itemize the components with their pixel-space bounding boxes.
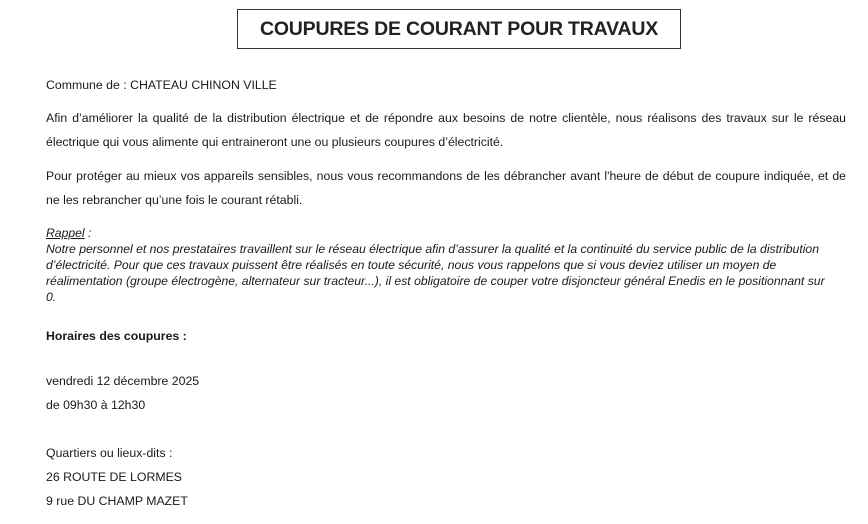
rappel-block xyxy=(46,225,836,305)
location-item: 9 rue DU CHAMP MAZET xyxy=(46,494,188,508)
recommendation-paragraph: Pour protéger au mieux vos appareils sensibles, nous vous recommandons de les débrancher avant l'heure de début de coupure indiquée, et de ne les rebrancher qu’une fois le courant rétabli. xyxy=(46,169,846,207)
title-box xyxy=(237,9,681,49)
commune-line: Commune de : CHATEAU CHINON VILLE xyxy=(46,78,277,92)
rappel-heading xyxy=(46,225,836,241)
rappel-colon: : xyxy=(84,226,92,240)
outage-date: vendredi 12 décembre 2025 xyxy=(46,374,200,388)
rappel-text: Notre personnel et nos prestataires travaillent sur le réseau électrique afin d’assurer la qualité et la continuité du service public de la distribution d’électricité. Pour que ces travaux puissent être réalisés en toute sécurité, nous vous rappelons que si vous deviez utiliser un moyen de réalimentation (groupe électrogène, alternateur sur tracteur...), il est obligatoire de couper votre disjoncteur général Enedis en le positionnant sur 0. xyxy=(46,242,825,304)
location-item: 26 ROUTE DE LORMES xyxy=(46,470,182,484)
intro-paragraph: Afin d’améliorer la qualité de la distribution électrique et de répondre aux besoins de notre clientèle, nous réalisons des travaux sur le réseau électrique qui vous alimente qui entraineront une ou plusieurs coupures d’électricité. xyxy=(46,111,846,149)
page-title: COUPURES DE COURANT POUR TRAVAUX xyxy=(259,17,659,40)
quartiers-label: Quartiers ou lieux-dits : xyxy=(46,446,173,460)
outage-time-range: de 09h30 à 12h30 xyxy=(46,398,146,412)
rappel-label: Rappel xyxy=(46,226,85,240)
horaires-heading: Horaires des coupures : xyxy=(46,329,187,343)
